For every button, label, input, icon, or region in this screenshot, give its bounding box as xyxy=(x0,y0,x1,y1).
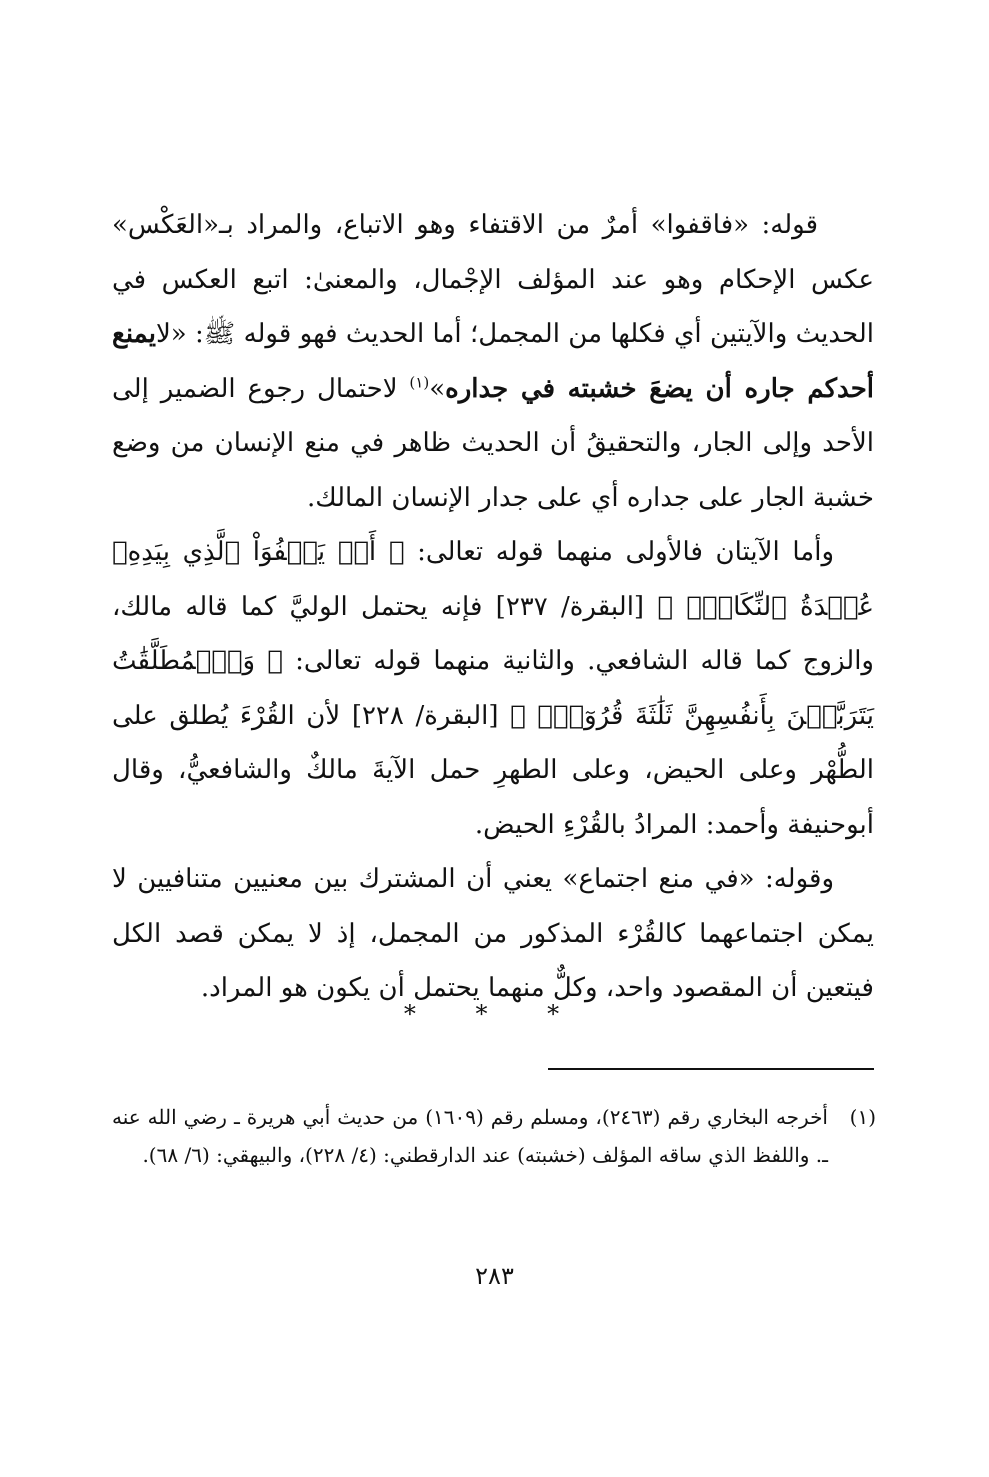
hadith-quote-bold: يمنع أحدكم جاره أن يضعَ خشبته في جداره xyxy=(112,319,874,404)
paragraph-3: وقوله: «في منع اجتماع» يعني أن المشترك بين معنيين متنافيين لا يمكن اجتماعهما كالقُرْء المذكور من المجمل، إذ لا يمكن قصد الكل فيتعين أن المقصود واحد، وكلٌّ منهما يحتمل أن يكون هو المراد. xyxy=(112,864,874,1003)
paragraph-1-part-b: لاحتمال رجوع الضمير إلى الأحد وإلى الجار، والتحقيقُ أن الحديث ظاهر في منع الإنسان من وضع خشبة الجار على جداره أي على جدار الإنسان المالك. xyxy=(112,373,875,513)
section-separator-stars: * * * xyxy=(403,1000,586,1028)
page-number: ٢٨٣ xyxy=(475,1262,514,1290)
paragraph-2: وأما الآيتان فالأولى منهما قوله تعالى: ﴿ أَوۡ يَعۡفُوَاْ ٱلَّذِي بِيَدِهِۦ عُقۡدَةُ ٱلنِّكَاحِۚ ﴾ [البقرة/ ٢٣٧] فإنه يحتمل الوليَّ كما قاله مالك، والزوج كما قاله الشافعي. والثانية منهما قوله تعالى: ﴿ وَٱلۡمُطَلَّقَٰتُ يَتَرَبَّصۡنَ بِأَنفُسِهِنَّ ثَلَٰثَةَ قُرُوٓءٖۚ ﴾ [البقرة/ ٢٢٨] لأن القُرْءَ يُطلق على الطُّهْر وعلى الحيض، وعلى الطهرِ حمل الآيةَ مالكٌ والشافعيُّ، وقال أبوحنيفة وأحمد: المرادُ بالقُرْءِ الحيض. xyxy=(112,537,875,840)
paragraph-1-part-a: قوله: «فاقفوا» أمرٌ من الاقتفاء وهو الاتباع، والمراد بـ«العَكْس» عكس الإحكام وهو عند المؤلف الإجْمال، والمعنىٰ: اتبع العكس في الحديث والآيتين أي فكلها من المجمل؛ أما الحديث فهو قوله ﷺ: «لا xyxy=(112,210,874,349)
footnote-text: أخرجه البخاري رقم (٢٤٦٣)، ومسلم رقم (١٦٠٩) من حديث أبي هريرة ـ رضي الله عنه ـ. واللفظ الذي ساقه المؤلف (خشبته) عند الدارقطني: (٤/ ٢٢٨)، والبيهقي: (٦/ ٦٨). xyxy=(112,1105,828,1167)
footnote-item xyxy=(112,1098,876,1174)
footnote-reference-1[interactable]: (١) xyxy=(409,372,430,391)
footnote-number: (١) xyxy=(849,1105,876,1129)
paragraph-1 xyxy=(112,198,874,525)
footnotes-section xyxy=(112,1098,876,1174)
footnote-divider xyxy=(548,1068,874,1070)
main-body-text xyxy=(112,198,874,1016)
hadith-quote-close: » xyxy=(429,373,446,404)
